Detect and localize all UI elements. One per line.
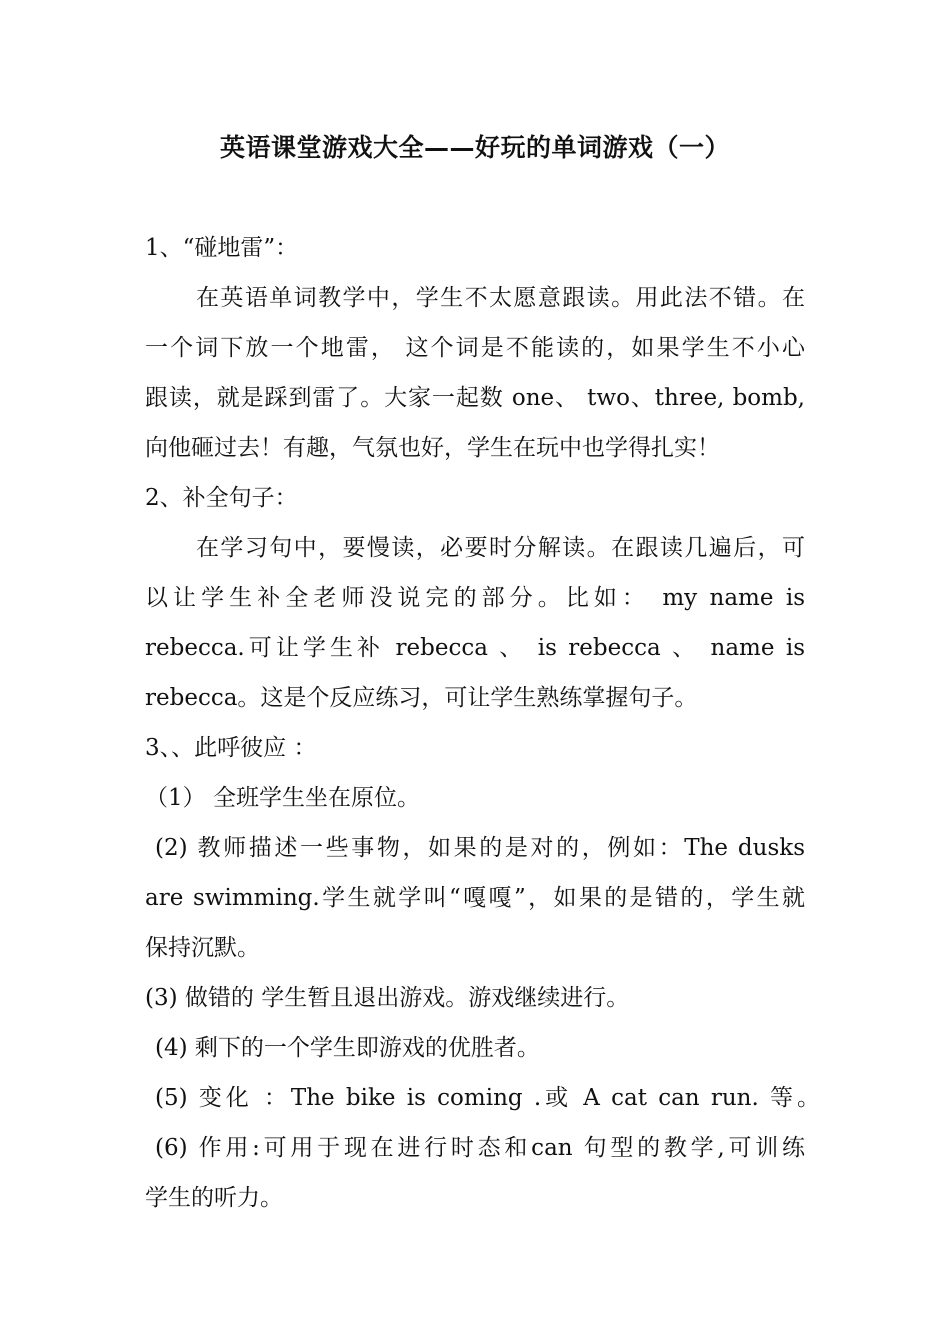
list-item: （1） 全班学生坐在原位。 (145, 785, 420, 811)
list-item: (4) 剩下的一个学生即游戏的优胜者。 (155, 1035, 540, 1061)
paragraph-line: 一个词下放一个地雷， 这个词是不能读的，如果学生不小心 (145, 335, 805, 361)
paragraph-line: 跟读，就是踩到雷了。大家一起数 one、 two、three, bomb, (145, 385, 805, 411)
list-item: (2) 教师描述一些事物，如果的是对的，例如：The dusks (155, 835, 805, 861)
paragraph-line: are swimming.学生就学叫“嘎嘎”，如果的是错的，学生就 (145, 885, 805, 911)
paragraph-line: 在学习句中，要慢读，必要时分解读。在跟读几遍后，可 (196, 535, 805, 561)
section-heading-3: 3、、此呼彼应 ： (145, 735, 317, 761)
paragraph-line: 以让学生补全老师没说完的部分。比如： my name is (145, 585, 805, 611)
section-heading-2: 2、补全句子： (145, 485, 298, 511)
paragraph-line: 向他砸过去！有趣，气氛也好，学生在玩中也学得扎实！ (145, 435, 720, 461)
paragraph-line: rebecca.可让学生补 rebecca 、 is rebecca 、 name is (145, 635, 805, 661)
paragraph-line: 保持沉默。 (145, 935, 260, 961)
paragraph-line: rebecca。这是个反应练习，可让学生熟练掌握句子。 (145, 685, 698, 711)
list-item: (5) 变化 ：The bike is coming .或 A cat can run. 等。 (155, 1085, 820, 1111)
paragraph-line: 在英语单词教学中，学生不太愿意跟读。用此法不错。在 (196, 285, 805, 311)
list-item: (6) 作用:可用于现在进行时态和can 句型的教学,可训练 (155, 1135, 805, 1161)
paragraph-line: 学生的听力。 (145, 1185, 283, 1211)
list-item: (3) 做错的 学生暂且退出游戏。游戏继续进行。 (145, 985, 630, 1011)
document-title: 英语课堂游戏大全——好玩的单词游戏（一） (219, 133, 730, 162)
section-heading-1: 1、“碰地雷”： (145, 235, 299, 261)
